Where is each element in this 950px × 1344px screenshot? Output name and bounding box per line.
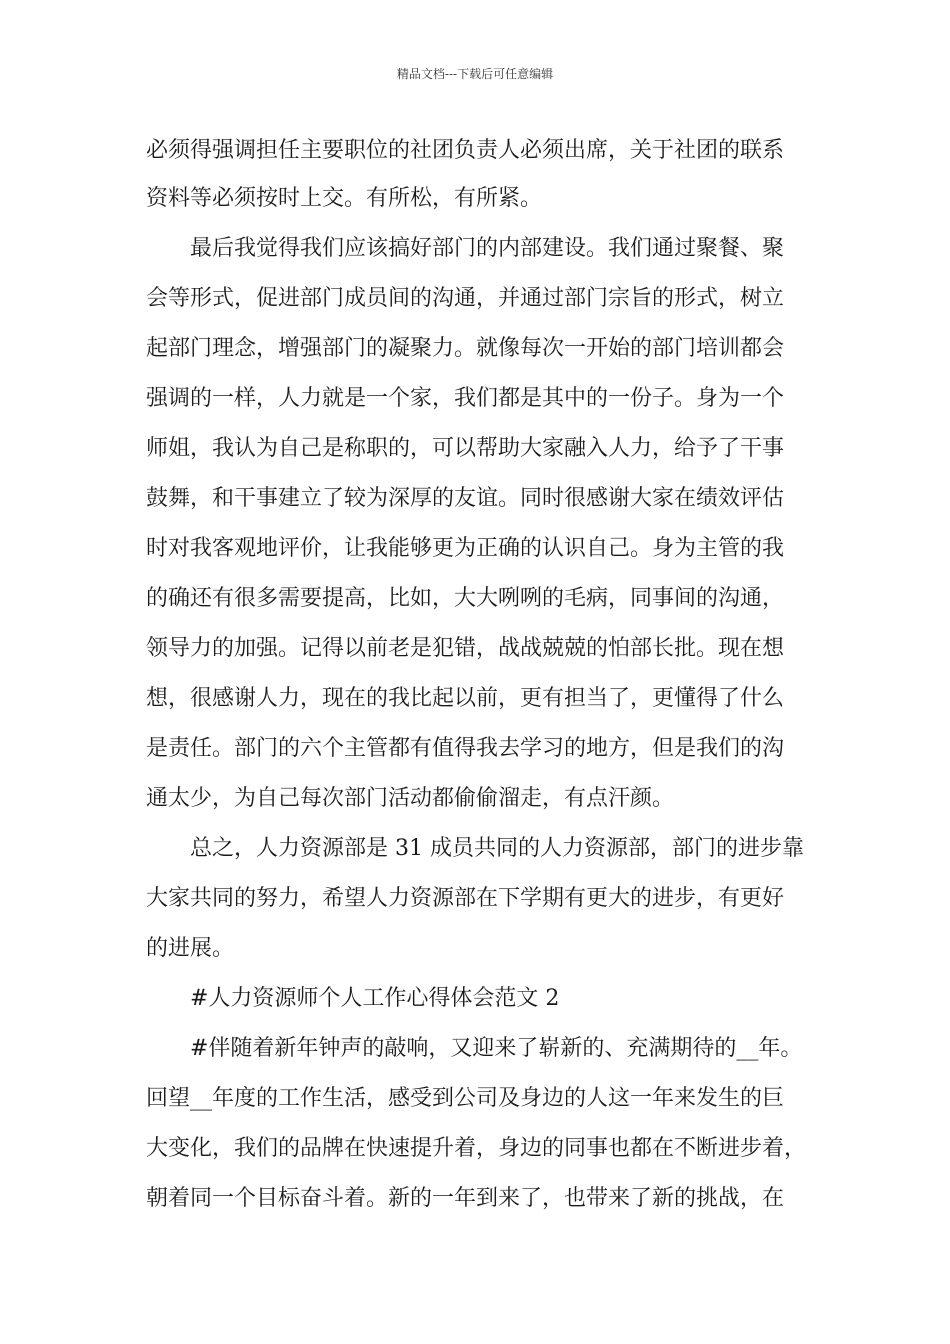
text-line: 通太少，为自己每次部门活动都偷偷溜走，有点汗颜。 [146,786,675,811]
text-line: 领导力的加强。记得以前老是犯错，战战兢兢的怕部长批。现在想 [146,636,785,661]
text-line: 强调的一样，人力就是一个家，我们都是其中的一份子。身为一个 [146,386,785,411]
text-line: 最后我觉得我们应该搞好部门的内部建设。我们通过聚餐、聚 [146,236,785,261]
text-line: 是责任。部门的六个主管都有值得我去学习的地方，但是我们的沟 [146,736,785,761]
text-line: 资料等必须按时上交。有所松，有所紧。 [146,186,543,211]
text-line: 大变化，我们的品牌在快速提升着，身边的同事也都在不断进步着， [146,1136,807,1161]
text-line: #伴随着新年钟声的敲响，又迎来了崭新的、充满期待的__年。 [146,1036,803,1061]
text-line: 朝着同一个目标奋斗着。新的一年到来了，也带来了新的挑战，在 [146,1186,785,1211]
text-line: 总之，人力资源部是 31 成员共同的人力资源部，部门的进步靠 [146,836,804,861]
text-line: 鼓舞，和干事建立了较为深厚的友谊。同时很感谢大家在绩效评估 [146,486,785,511]
text-line: 会等形式，促进部门成员间的沟通，并通过部门宗旨的形式，树立 [146,286,785,311]
page-header: 精品文档---下载后可任意编辑 [396,67,554,81]
text-line: 回望__年度的工作生活，感受到公司及身边的人这一年来发生的巨 [146,1086,785,1111]
text-line: 时对我客观地评价，让我能够更为正确的认识自己。身为主管的我 [146,536,785,561]
text-line: 的确还有很多需要提高，比如，大大咧咧的毛病，同事间的沟通， [146,586,785,611]
text-line: 的进展。 [146,936,235,961]
text-line: 师姐，我认为自己是称职的，可以帮助大家融入人力，给予了干事 [146,436,785,461]
text-line: 大家共同的努力，希望人力资源部在下学期有更大的进步，有更好 [146,886,785,911]
text-line: 想，很感谢人力，现在的我比起以前，更有担当了，更懂得了什么 [146,686,785,711]
text-line: 必须得强调担任主要职位的社团负责人必须出席，关于社团的联系 [146,138,785,163]
text-line: 起部门理念，增强部门的凝聚力。就像每次一开始的部门培训都会 [146,336,785,361]
text-line: #人力资源师个人工作心得体会范文 2 [146,986,560,1011]
